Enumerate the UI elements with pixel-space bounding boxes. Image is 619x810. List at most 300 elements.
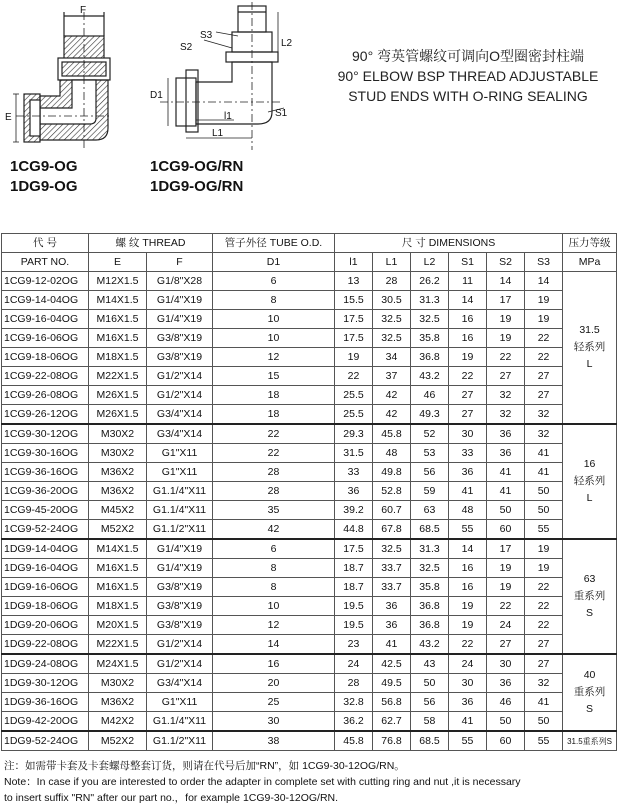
- cell-dim-L2: 43.2: [411, 635, 449, 655]
- cell-part-no: 1CG9-12-02OG: [2, 272, 89, 291]
- cell-dim-S1: 16: [449, 329, 487, 348]
- cell-part-no: 1CG9-26-08OG: [2, 386, 89, 405]
- header-tube: 管子外径 TUBE O.D.: [213, 234, 335, 253]
- cell-dim-L1: 36: [373, 597, 411, 616]
- cell-dim-L1: 62.7: [373, 712, 411, 732]
- cell-dim-L2: 26.2: [411, 272, 449, 291]
- cell-dim-l1: 18.7: [335, 578, 373, 597]
- cell-part-no: 1DG9-52-24OG: [2, 731, 89, 751]
- header-S2: S2: [487, 253, 525, 272]
- cell-dim-S1: 22: [449, 635, 487, 655]
- cell-dim-L2: 68.5: [411, 731, 449, 751]
- cell-thread-F: G1.1/2"X11: [147, 520, 213, 540]
- cell-thread-E: M14X1.5: [89, 291, 147, 310]
- cell-part-no: 1DG9-24-08OG: [2, 654, 89, 674]
- cell-part-no: 1CG9-52-24OG: [2, 520, 89, 540]
- dim-label-L1: L1: [212, 128, 224, 139]
- dim-label-S2: S2: [180, 42, 193, 53]
- cell-pressure-group: [563, 272, 617, 425]
- cell-tube-D1: 10: [213, 597, 335, 616]
- cell-thread-E: M52X2: [89, 520, 147, 540]
- cell-dim-l1: 25.5: [335, 405, 373, 425]
- cell-tube-D1: 12: [213, 348, 335, 367]
- cell-dim-L2: 36.8: [411, 616, 449, 635]
- cell-tube-D1: 18: [213, 386, 335, 405]
- cell-part-no: 1CG9-30-12OG: [2, 424, 89, 444]
- cell-dim-S1: 41: [449, 482, 487, 501]
- cell-dim-S3: 22: [525, 578, 563, 597]
- cell-dim-S1: 41: [449, 712, 487, 732]
- cell-thread-E: M12X1.5: [89, 272, 147, 291]
- pressure-value: 40: [583, 669, 596, 681]
- table-row: [2, 501, 617, 520]
- pressure-series: 重系列: [573, 686, 606, 698]
- cell-tube-D1: 10: [213, 310, 335, 329]
- dim-label-D1: D1: [150, 90, 163, 101]
- cell-dim-l1: 28: [335, 674, 373, 693]
- cell-dim-l1: 19.5: [335, 597, 373, 616]
- cell-dim-S1: 36: [449, 693, 487, 712]
- cell-thread-E: M42X2: [89, 712, 147, 732]
- cell-dim-L2: 68.5: [411, 520, 449, 540]
- table-row: [2, 272, 617, 291]
- cell-dim-S3: 55: [525, 520, 563, 540]
- model-code: 1DG9-OG: [10, 178, 78, 195]
- header-L1: L1: [373, 253, 411, 272]
- cell-dim-S2: 27: [487, 635, 525, 655]
- cell-thread-E: M52X2: [89, 731, 147, 751]
- model-code: 1DG9-OG/RN: [150, 178, 244, 195]
- cell-dim-l1: 31.5: [335, 444, 373, 463]
- cell-dim-L2: 58: [411, 712, 449, 732]
- cell-dim-S3: 22: [525, 329, 563, 348]
- cell-dim-S2: 60: [487, 731, 525, 751]
- cell-thread-E: M45X2: [89, 501, 147, 520]
- cell-dim-l1: 17.5: [335, 310, 373, 329]
- table-row: [2, 520, 617, 540]
- cell-dim-S2: 32: [487, 386, 525, 405]
- cell-thread-F: G3/4"X14: [147, 405, 213, 425]
- cell-dim-L1: 45.8: [373, 424, 411, 444]
- cell-part-no: 1CG9-36-16OG: [2, 463, 89, 482]
- cell-tube-D1: 18: [213, 405, 335, 425]
- cell-dim-l1: 13: [335, 272, 373, 291]
- pressure-letter: L: [586, 358, 593, 370]
- cell-dim-L2: 63: [411, 501, 449, 520]
- cell-thread-F: G1/2"X14: [147, 386, 213, 405]
- header-mpa: MPa: [563, 253, 617, 272]
- cell-tube-D1: 30: [213, 712, 335, 732]
- cell-dim-S3: 22: [525, 348, 563, 367]
- cell-thread-E: M18X1.5: [89, 597, 147, 616]
- dim-label-F: F: [80, 5, 87, 16]
- header-dimensions: 尺 寸 DIMENSIONS: [335, 234, 563, 253]
- cell-part-no: 1DG9-16-04OG: [2, 559, 89, 578]
- cell-dim-S3: 41: [525, 444, 563, 463]
- cell-thread-F: G1/4"X19: [147, 310, 213, 329]
- cell-dim-S3: 27: [525, 386, 563, 405]
- cell-dim-l1: 33: [335, 463, 373, 482]
- title-en-line2: STUD ENDS WITH O-RING SEALING: [348, 88, 588, 104]
- cell-dim-S1: 30: [449, 424, 487, 444]
- cell-thread-F: G1"X11: [147, 444, 213, 463]
- cell-dim-S2: 19: [487, 578, 525, 597]
- cell-dim-L2: 56: [411, 463, 449, 482]
- cell-dim-S1: 19: [449, 616, 487, 635]
- cell-pressure-group: [563, 539, 617, 654]
- cell-dim-l1: 19: [335, 348, 373, 367]
- cell-dim-L1: 67.8: [373, 520, 411, 540]
- table-row: [2, 616, 617, 635]
- cell-dim-L1: 37: [373, 367, 411, 386]
- cell-thread-F: G1/4"X19: [147, 559, 213, 578]
- cell-dim-L2: 52: [411, 424, 449, 444]
- cell-tube-D1: 28: [213, 482, 335, 501]
- cell-thread-E: M36X2: [89, 463, 147, 482]
- cell-dim-L1: 34: [373, 348, 411, 367]
- dim-label-L2: L2: [281, 38, 293, 49]
- cell-thread-F: G1.1/4"X11: [147, 712, 213, 732]
- table-row: [2, 424, 617, 444]
- cell-dim-S3: 27: [525, 654, 563, 674]
- note-en-line1: Note：In case if you are interested to order the adapter in complete set with cutting ring and nut ,it is necessary: [4, 776, 521, 788]
- cell-dim-L2: 59: [411, 482, 449, 501]
- cell-dim-S3: 32: [525, 405, 563, 425]
- cell-dim-S2: 22: [487, 597, 525, 616]
- cell-dim-S3: 19: [525, 310, 563, 329]
- cell-tube-D1: 42: [213, 520, 335, 540]
- header-S3: S3: [525, 253, 563, 272]
- header-S1: S1: [449, 253, 487, 272]
- table-row: [2, 578, 617, 597]
- cell-tube-D1: 16: [213, 654, 335, 674]
- title-en-line1: 90° ELBOW BSP THREAD ADJUSTABLE: [337, 68, 599, 84]
- cell-tube-D1: 8: [213, 291, 335, 310]
- cell-tube-D1: 25: [213, 693, 335, 712]
- cell-dim-L1: 60.7: [373, 501, 411, 520]
- cell-part-no: 1DG9-36-16OG: [2, 693, 89, 712]
- cell-dim-L2: 43: [411, 654, 449, 674]
- cell-part-no: 1DG9-18-06OG: [2, 597, 89, 616]
- table-row: [2, 367, 617, 386]
- table-header: [2, 234, 617, 272]
- cell-dim-L2: 53: [411, 444, 449, 463]
- cell-dim-L1: 33.7: [373, 578, 411, 597]
- cell-tube-D1: 22: [213, 424, 335, 444]
- cell-thread-E: M36X2: [89, 693, 147, 712]
- cell-tube-D1: 14: [213, 635, 335, 655]
- cell-dim-S2: 30: [487, 654, 525, 674]
- cell-dim-S2: 46: [487, 693, 525, 712]
- cell-dim-L2: 36.8: [411, 597, 449, 616]
- pressure-letter: S: [586, 607, 594, 619]
- cell-dim-L1: 41: [373, 635, 411, 655]
- cell-dim-S1: 19: [449, 348, 487, 367]
- cell-dim-L1: 49.8: [373, 463, 411, 482]
- cell-dim-S1: 14: [449, 291, 487, 310]
- cell-dim-S2: 22: [487, 348, 525, 367]
- note-en-line2: to insert suffix "RN" after our part no.，for example 1CG9-30-12OG/RN.: [4, 792, 339, 804]
- cell-part-no: 1CG9-30-16OG: [2, 444, 89, 463]
- cell-dim-S3: 14: [525, 272, 563, 291]
- cell-dim-L2: 36.8: [411, 348, 449, 367]
- pressure-letter: S: [586, 703, 594, 715]
- cell-thread-E: M22X1.5: [89, 367, 147, 386]
- cell-thread-E: M26X1.5: [89, 386, 147, 405]
- cell-dim-L1: 42: [373, 405, 411, 425]
- cell-thread-F: G3/8"X19: [147, 616, 213, 635]
- cell-thread-F: G1/2"X14: [147, 635, 213, 655]
- cell-tube-D1: 15: [213, 367, 335, 386]
- cell-dim-S3: 19: [525, 539, 563, 559]
- header-thread: 螺 纹 THREAD: [89, 234, 213, 253]
- dimensions-table: [1, 233, 617, 751]
- cell-part-no: 1DG9-22-08OG: [2, 635, 89, 655]
- title-cn: 90° 弯英管螺纹可调向O型圈密封柱端: [352, 48, 584, 64]
- cell-tube-D1: 6: [213, 539, 335, 559]
- cell-dim-L1: 42.5: [373, 654, 411, 674]
- cell-dim-S3: 27: [525, 635, 563, 655]
- cell-part-no: 1CG9-14-04OG: [2, 291, 89, 310]
- cell-thread-E: M16X1.5: [89, 559, 147, 578]
- drawings-area: [0, 0, 619, 232]
- pressure-series: 轻系列: [573, 475, 606, 487]
- cell-dim-S1: 27: [449, 405, 487, 425]
- pressure-series: 轻系列: [573, 341, 606, 353]
- cell-dim-L1: 28: [373, 272, 411, 291]
- cell-pressure-group: [563, 731, 617, 751]
- cell-tube-D1: 20: [213, 674, 335, 693]
- cell-dim-S1: 24: [449, 654, 487, 674]
- cell-dim-S3: 22: [525, 597, 563, 616]
- cell-dim-L2: 32.5: [411, 310, 449, 329]
- cell-thread-F: G3/8"X19: [147, 348, 213, 367]
- cell-dim-l1: 19.5: [335, 616, 373, 635]
- cell-part-no: 1CG9-16-04OG: [2, 310, 89, 329]
- cell-thread-E: M22X1.5: [89, 635, 147, 655]
- cell-thread-E: M14X1.5: [89, 539, 147, 559]
- cell-thread-F: G1.1/2"X11: [147, 731, 213, 751]
- table-body: [2, 272, 617, 751]
- fitting-drawings: [0, 0, 619, 232]
- cell-thread-E: M26X1.5: [89, 405, 147, 425]
- table-row: [2, 348, 617, 367]
- cell-dim-S2: 36: [487, 424, 525, 444]
- cell-dim-L1: 76.8: [373, 731, 411, 751]
- table-row: [2, 597, 617, 616]
- cell-dim-l1: 32.8: [335, 693, 373, 712]
- cell-dim-L1: 48: [373, 444, 411, 463]
- model-code: 1CG9-OG/RN: [150, 158, 244, 175]
- table-row: [2, 405, 617, 425]
- cell-dim-L2: 56: [411, 693, 449, 712]
- cell-dim-S1: 11: [449, 272, 487, 291]
- cell-thread-E: M16X1.5: [89, 310, 147, 329]
- table-row: [2, 386, 617, 405]
- cell-dim-S3: 41: [525, 463, 563, 482]
- cell-dim-l1: 22: [335, 367, 373, 386]
- cell-dim-l1: 23: [335, 635, 373, 655]
- cell-thread-F: G1.1/4"X11: [147, 482, 213, 501]
- cell-dim-L1: 52.8: [373, 482, 411, 501]
- cell-dim-L2: 43.2: [411, 367, 449, 386]
- cell-dim-S3: 50: [525, 501, 563, 520]
- cell-dim-l1: 18.7: [335, 559, 373, 578]
- model-code: 1CG9-OG: [10, 158, 78, 175]
- cell-part-no: 1DG9-30-12OG: [2, 674, 89, 693]
- cell-thread-F: G1/4"X19: [147, 291, 213, 310]
- table-row: [2, 693, 617, 712]
- cell-pressure-group: [563, 424, 617, 539]
- cell-dim-S2: 36: [487, 674, 525, 693]
- cell-dim-L2: 31.3: [411, 291, 449, 310]
- cell-dim-l1: 36: [335, 482, 373, 501]
- cell-thread-F: G1/4"X19: [147, 539, 213, 559]
- cell-dim-S2: 41: [487, 463, 525, 482]
- cell-dim-S3: 50: [525, 712, 563, 732]
- cell-dim-S1: 48: [449, 501, 487, 520]
- header-L2: L2: [411, 253, 449, 272]
- cell-thread-F: G3/8"X19: [147, 597, 213, 616]
- header-l1: l1: [335, 253, 373, 272]
- cell-thread-E: M18X1.5: [89, 348, 147, 367]
- cell-dim-S2: 24: [487, 616, 525, 635]
- table-row: [2, 712, 617, 732]
- cell-dim-S3: 32: [525, 674, 563, 693]
- cell-part-no: 1DG9-42-20OG: [2, 712, 89, 732]
- cell-dim-l1: 24: [335, 654, 373, 674]
- cell-dim-S1: 16: [449, 310, 487, 329]
- cell-thread-F: G1"X11: [147, 463, 213, 482]
- cell-dim-S2: 17: [487, 291, 525, 310]
- cell-dim-S2: 50: [487, 712, 525, 732]
- header-pressure: 压力等级: [563, 234, 617, 253]
- note-cn: 注：如需带卡套及卡套螺母整套订货，则请在代号后加“RN”，如 1CG9-30-12OG/RN。: [4, 760, 405, 772]
- cell-thread-F: G3/8"X19: [147, 578, 213, 597]
- cell-dim-L1: 56.8: [373, 693, 411, 712]
- cell-part-no: 1CG9-22-08OG: [2, 367, 89, 386]
- dim-label-l1: l1: [224, 111, 232, 122]
- cell-dim-l1: 25.5: [335, 386, 373, 405]
- cell-dim-S1: 55: [449, 731, 487, 751]
- cell-tube-D1: 6: [213, 272, 335, 291]
- cell-dim-S1: 19: [449, 597, 487, 616]
- table-row: [2, 635, 617, 655]
- table-row: [2, 674, 617, 693]
- cell-dim-L1: 32.5: [373, 329, 411, 348]
- notes: [4, 758, 616, 806]
- cell-dim-S2: 60: [487, 520, 525, 540]
- cell-tube-D1: 28: [213, 463, 335, 482]
- cell-dim-L2: 35.8: [411, 578, 449, 597]
- model-list-right: [150, 157, 243, 197]
- table-row: [2, 539, 617, 559]
- cell-dim-L1: 30.5: [373, 291, 411, 310]
- cell-part-no: 1CG9-36-20OG: [2, 482, 89, 501]
- cell-thread-F: G1/2"X14: [147, 654, 213, 674]
- cell-dim-S3: 19: [525, 291, 563, 310]
- cell-dim-L2: 49.3: [411, 405, 449, 425]
- cell-tube-D1: 38: [213, 731, 335, 751]
- cell-tube-D1: 22: [213, 444, 335, 463]
- cell-dim-S1: 55: [449, 520, 487, 540]
- cell-dim-S2: 41: [487, 482, 525, 501]
- cell-dim-l1: 29.3: [335, 424, 373, 444]
- cell-dim-S2: 14: [487, 272, 525, 291]
- table-row: [2, 482, 617, 501]
- product-title: [318, 46, 618, 106]
- cell-dim-l1: 44.8: [335, 520, 373, 540]
- pressure-value: 31.5重系列S: [567, 736, 612, 746]
- cell-thread-E: M16X1.5: [89, 578, 147, 597]
- table-row: [2, 444, 617, 463]
- dim-label-S3: S3: [200, 30, 213, 41]
- cell-thread-F: G1.1/4"X11: [147, 501, 213, 520]
- cell-thread-F: G3/4"X14: [147, 674, 213, 693]
- cell-thread-F: G1/2"X14: [147, 367, 213, 386]
- table-row: [2, 654, 617, 674]
- cell-tube-D1: 10: [213, 329, 335, 348]
- cell-dim-l1: 15.5: [335, 291, 373, 310]
- cell-dim-S2: 32: [487, 405, 525, 425]
- cell-dim-L2: 35.8: [411, 329, 449, 348]
- cell-thread-F: G1"X11: [147, 693, 213, 712]
- cell-dim-L1: 49.5: [373, 674, 411, 693]
- cell-dim-S1: 16: [449, 559, 487, 578]
- cell-part-no: 1CG9-18-06OG: [2, 348, 89, 367]
- cell-dim-L1: 42: [373, 386, 411, 405]
- cell-part-no: 1DG9-14-04OG: [2, 539, 89, 559]
- pressure-letter: L: [586, 492, 593, 504]
- cell-part-no: 1CG9-26-12OG: [2, 405, 89, 425]
- header-part-no: PART NO.: [2, 253, 89, 272]
- cell-dim-S3: 22: [525, 616, 563, 635]
- cell-dim-l1: 17.5: [335, 329, 373, 348]
- cell-tube-D1: 35: [213, 501, 335, 520]
- cell-dim-S1: 14: [449, 539, 487, 559]
- table-row: [2, 291, 617, 310]
- pressure-value: 16: [583, 458, 596, 470]
- pressure-series: 重系列: [573, 590, 606, 602]
- cell-dim-L2: 31.3: [411, 539, 449, 559]
- table-row: [2, 731, 617, 751]
- pressure-value: 63: [583, 573, 596, 585]
- table-row: [2, 310, 617, 329]
- cell-dim-S2: 19: [487, 559, 525, 578]
- cell-dim-S2: 36: [487, 444, 525, 463]
- cell-part-no: 1CG9-16-06OG: [2, 329, 89, 348]
- cell-tube-D1: 12: [213, 616, 335, 635]
- cell-tube-D1: 8: [213, 578, 335, 597]
- cell-thread-E: M24X1.5: [89, 654, 147, 674]
- cell-dim-S1: 33: [449, 444, 487, 463]
- cell-thread-F: G1/8"X28: [147, 272, 213, 291]
- cell-thread-E: M30X2: [89, 674, 147, 693]
- cell-dim-S1: 30: [449, 674, 487, 693]
- cell-thread-E: M16X1.5: [89, 329, 147, 348]
- dim-label-E: E: [5, 112, 12, 123]
- cell-dim-S3: 27: [525, 367, 563, 386]
- cell-dim-S2: 19: [487, 329, 525, 348]
- cell-part-no: 1DG9-16-06OG: [2, 578, 89, 597]
- cell-thread-F: G3/4"X14: [147, 424, 213, 444]
- left-elbow-drawing: [13, 12, 112, 150]
- cell-dim-l1: 45.8: [335, 731, 373, 751]
- cell-dim-L2: 46: [411, 386, 449, 405]
- header-D1: D1: [213, 253, 335, 272]
- cell-dim-S2: 50: [487, 501, 525, 520]
- header-code: 代 号: [2, 234, 89, 253]
